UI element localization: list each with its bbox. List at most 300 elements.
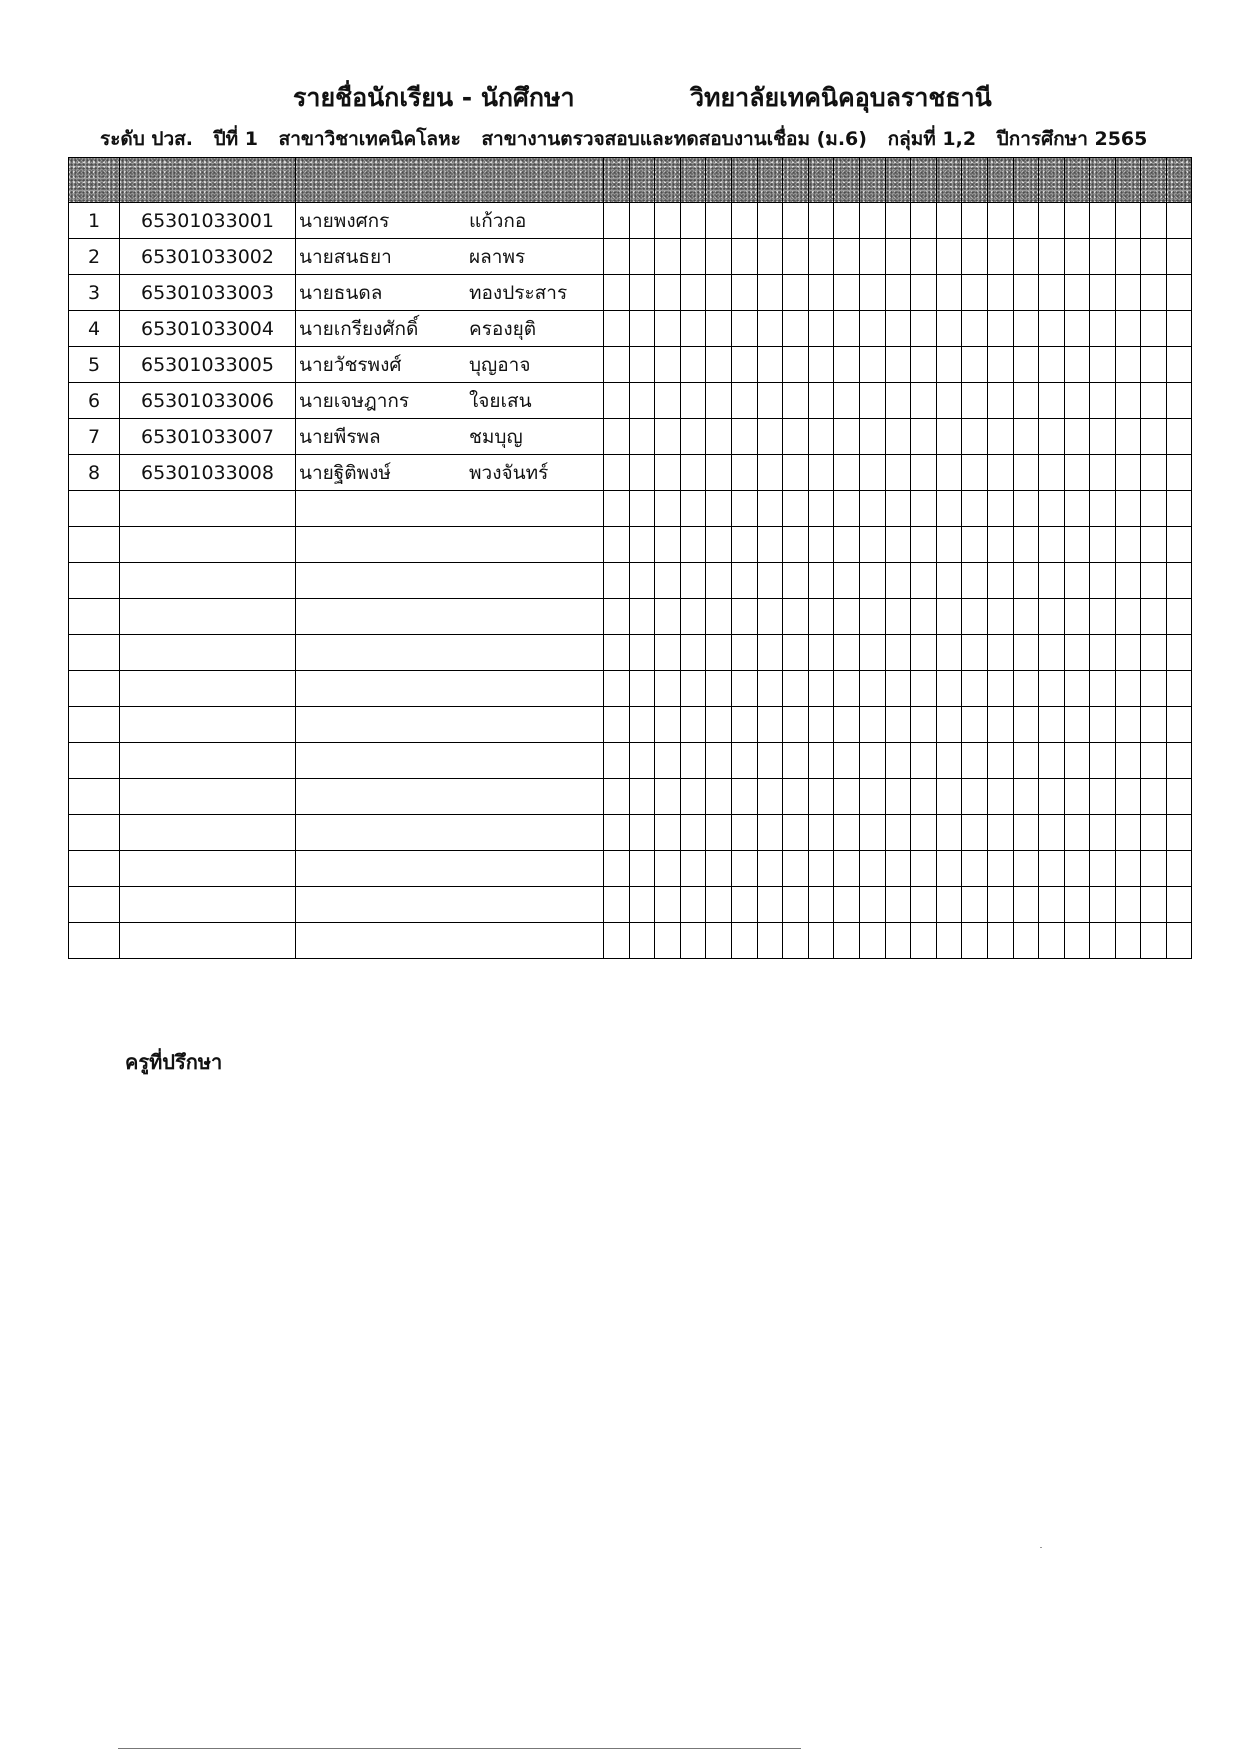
- attendance-cell: [911, 527, 937, 563]
- attendance-cell: [706, 347, 732, 383]
- attendance-cell: [1013, 707, 1039, 743]
- attendance-cell: [936, 347, 962, 383]
- attendance-cell: [885, 383, 911, 419]
- attendance-cell: [604, 815, 630, 851]
- attendance-cell: [987, 383, 1013, 419]
- attendance-cell: [1064, 311, 1090, 347]
- row-number: 6: [69, 383, 120, 419]
- attendance-cell: [834, 419, 860, 455]
- attendance-cell: [629, 347, 655, 383]
- header-cell: [783, 158, 809, 203]
- row-number: [69, 743, 120, 779]
- attendance-cell: [1090, 311, 1116, 347]
- attendance-cell: [783, 923, 809, 959]
- student-name: [296, 707, 604, 743]
- attendance-cell: [962, 203, 988, 239]
- attendance-cell: [1115, 671, 1141, 707]
- attendance-cell: [859, 527, 885, 563]
- header-cell: [1167, 158, 1192, 203]
- attendance-cell: [629, 203, 655, 239]
- attendance-cell: [1039, 419, 1065, 455]
- table-row: [69, 527, 1192, 563]
- student-name: [296, 419, 604, 455]
- attendance-cell: [859, 347, 885, 383]
- attendance-cell: [936, 203, 962, 239]
- header-cell: [655, 158, 681, 203]
- attendance-cell: [1064, 275, 1090, 311]
- attendance-cell: [987, 491, 1013, 527]
- attendance-cell: [936, 563, 962, 599]
- attendance-cell: [885, 923, 911, 959]
- header-cell: [120, 158, 296, 203]
- attendance-cell: [962, 383, 988, 419]
- attendance-cell: [962, 815, 988, 851]
- row-number: 4: [69, 311, 120, 347]
- attendance-cell: [1141, 779, 1167, 815]
- attendance-cell: [859, 707, 885, 743]
- attendance-cell: [1167, 275, 1192, 311]
- attendance-cell: [1141, 707, 1167, 743]
- attendance-cell: [757, 311, 783, 347]
- header-cell: [706, 158, 732, 203]
- attendance-cell: [936, 275, 962, 311]
- attendance-cell: [962, 311, 988, 347]
- row-number: [69, 815, 120, 851]
- attendance-cell: [1090, 563, 1116, 599]
- student-id: [120, 887, 296, 923]
- attendance-cell: [655, 527, 681, 563]
- level-label: ระดับ ปวส.: [100, 128, 193, 150]
- attendance-cell: [911, 599, 937, 635]
- attendance-cell: [962, 923, 988, 959]
- attendance-cell: [629, 491, 655, 527]
- table-row: [69, 491, 1192, 527]
- student-id: 65301033007: [120, 419, 296, 455]
- attendance-cell: [1039, 383, 1065, 419]
- attendance-cell: [987, 707, 1013, 743]
- attendance-cell: [680, 707, 706, 743]
- student-name: [296, 527, 604, 563]
- attendance-cell: [783, 851, 809, 887]
- student-name: [296, 779, 604, 815]
- attendance-cell: [757, 275, 783, 311]
- attendance-cell: [604, 923, 630, 959]
- attendance-cell: [808, 239, 834, 275]
- attendance-cell: [834, 635, 860, 671]
- attendance-cell: [783, 707, 809, 743]
- attendance-cell: [1090, 671, 1116, 707]
- attendance-cell: [1064, 779, 1090, 815]
- header-cell: [1013, 158, 1039, 203]
- attendance-cell: [885, 815, 911, 851]
- attendance-cell: [885, 635, 911, 671]
- student-id: [120, 815, 296, 851]
- attendance-cell: [680, 275, 706, 311]
- attendance-cell: [680, 815, 706, 851]
- attendance-cell: [1064, 815, 1090, 851]
- attendance-cell: [1141, 383, 1167, 419]
- attendance-cell: [885, 707, 911, 743]
- header-cell: [1141, 158, 1167, 203]
- attendance-cell: [808, 203, 834, 239]
- attendance-cell: [1141, 635, 1167, 671]
- attendance-cell: [834, 383, 860, 419]
- header-cell: [629, 158, 655, 203]
- table-row: [69, 815, 1192, 851]
- attendance-cell: [1013, 779, 1039, 815]
- last-name: ผลาพร: [469, 245, 526, 268]
- row-number: [69, 563, 120, 599]
- attendance-cell: [1039, 707, 1065, 743]
- attendance-cell: [962, 635, 988, 671]
- attendance-cell: [936, 311, 962, 347]
- attendance-cell: [629, 779, 655, 815]
- attendance-cell: [1141, 563, 1167, 599]
- attendance-cell: [731, 383, 757, 419]
- table-row: [69, 419, 1192, 455]
- table-row: [69, 635, 1192, 671]
- attendance-cell: [680, 923, 706, 959]
- attendance-cell: [731, 203, 757, 239]
- attendance-cell: [885, 419, 911, 455]
- attendance-cell: [936, 599, 962, 635]
- student-id: 65301033003: [120, 275, 296, 311]
- attendance-cell: [757, 563, 783, 599]
- attendance-cell: [706, 419, 732, 455]
- attendance-cell: [808, 527, 834, 563]
- attendance-cell: [987, 275, 1013, 311]
- attendance-cell: [1090, 599, 1116, 635]
- attendance-cell: [1090, 455, 1116, 491]
- attendance-cell: [962, 275, 988, 311]
- attendance-cell: [629, 239, 655, 275]
- header-cell: [885, 158, 911, 203]
- attendance-cell: [783, 563, 809, 599]
- student-name: [296, 491, 604, 527]
- header-cell: [808, 158, 834, 203]
- attendance-cell: [859, 311, 885, 347]
- attendance-cell: [1064, 707, 1090, 743]
- student-name: [296, 311, 604, 347]
- attendance-cell: [1090, 491, 1116, 527]
- attendance-cell: [680, 851, 706, 887]
- attendance-cell: [680, 419, 706, 455]
- student-name: [296, 599, 604, 635]
- attendance-cell: [680, 779, 706, 815]
- attendance-cell: [808, 599, 834, 635]
- header-cell: [757, 158, 783, 203]
- attendance-cell: [1039, 347, 1065, 383]
- attendance-cell: [1167, 239, 1192, 275]
- attendance-cell: [655, 455, 681, 491]
- attendance-cell: [604, 743, 630, 779]
- attendance-cell: [757, 779, 783, 815]
- attendance-cell: [655, 491, 681, 527]
- header-cell: [1090, 158, 1116, 203]
- attendance-cell: [808, 671, 834, 707]
- attendance-cell: [808, 383, 834, 419]
- attendance-cell: [655, 923, 681, 959]
- attendance-cell: [834, 347, 860, 383]
- student-id: 65301033005: [120, 347, 296, 383]
- attendance-cell: [680, 563, 706, 599]
- attendance-cell: [629, 815, 655, 851]
- header-cell: [911, 158, 937, 203]
- first-name: นายธนดล: [299, 281, 383, 304]
- attendance-cell: [885, 563, 911, 599]
- student-name: [296, 815, 604, 851]
- attendance-cell: [1115, 851, 1141, 887]
- attendance-cell: [1090, 779, 1116, 815]
- attendance-cell: [655, 383, 681, 419]
- attendance-cell: [1115, 707, 1141, 743]
- attendance-cell: [885, 779, 911, 815]
- attendance-cell: [1013, 203, 1039, 239]
- table-row: [69, 275, 1192, 311]
- attendance-cell: [962, 671, 988, 707]
- attendance-cell: [757, 383, 783, 419]
- attendance-cell: [834, 311, 860, 347]
- attendance-cell: [783, 203, 809, 239]
- attendance-cell: [936, 671, 962, 707]
- attendance-cell: [936, 491, 962, 527]
- attendance-cell: [962, 419, 988, 455]
- attendance-cell: [1167, 815, 1192, 851]
- attendance-cell: [731, 743, 757, 779]
- attendance-cell: [731, 923, 757, 959]
- attendance-cell: [604, 563, 630, 599]
- student-id: [120, 779, 296, 815]
- student-id: [120, 635, 296, 671]
- attendance-cell: [1039, 815, 1065, 851]
- row-number: 7: [69, 419, 120, 455]
- attendance-cell: [604, 311, 630, 347]
- header-cell: [1039, 158, 1065, 203]
- college-name: วิทยาลัยเทคนิคอุบลราชธานี: [690, 83, 992, 112]
- attendance-cell: [1090, 815, 1116, 851]
- attendance-cell: [885, 455, 911, 491]
- attendance-cell: [629, 923, 655, 959]
- attendance-cell: [859, 743, 885, 779]
- attendance-cell: [1064, 923, 1090, 959]
- attendance-cell: [1064, 743, 1090, 779]
- attendance-cell: [629, 635, 655, 671]
- attendance-cell: [783, 815, 809, 851]
- attendance-cell: [987, 203, 1013, 239]
- first-name: นายเจษฎากร: [299, 389, 410, 412]
- attendance-cell: [962, 455, 988, 491]
- table-row: [69, 743, 1192, 779]
- attendance-cell: [962, 707, 988, 743]
- attendance-cell: [783, 527, 809, 563]
- attendance-cell: [655, 275, 681, 311]
- attendance-cell: [808, 707, 834, 743]
- row-number: 3: [69, 275, 120, 311]
- attendance-cell: [911, 707, 937, 743]
- attendance-cell: [680, 383, 706, 419]
- attendance-cell: [604, 347, 630, 383]
- attendance-cell: [911, 887, 937, 923]
- attendance-cell: [859, 887, 885, 923]
- attendance-cell: [1064, 419, 1090, 455]
- attendance-cell: [1115, 527, 1141, 563]
- attendance-cell: [783, 275, 809, 311]
- attendance-cell: [1090, 923, 1116, 959]
- attendance-cell: [629, 311, 655, 347]
- attendance-cell: [885, 527, 911, 563]
- attendance-cell: [731, 491, 757, 527]
- attendance-cell: [1141, 887, 1167, 923]
- attendance-cell: [1141, 203, 1167, 239]
- attendance-cell: [655, 743, 681, 779]
- student-name: [296, 383, 604, 419]
- attendance-cell: [1115, 887, 1141, 923]
- student-name: [296, 239, 604, 275]
- attendance-cell: [1064, 671, 1090, 707]
- attendance-cell: [706, 815, 732, 851]
- header-cell: [1064, 158, 1090, 203]
- first-name: นายฐิติพงษ์: [299, 461, 391, 484]
- attendance-cell: [706, 275, 732, 311]
- attendance-cell: [680, 527, 706, 563]
- attendance-cell: [808, 311, 834, 347]
- attendance-cell: [757, 671, 783, 707]
- attendance-cell: [1167, 455, 1192, 491]
- attendance-cell: [1039, 923, 1065, 959]
- attendance-cell: [962, 491, 988, 527]
- attendance-cell: [1039, 887, 1065, 923]
- last-name: ชมบุญ: [469, 425, 523, 448]
- attendance-cell: [629, 887, 655, 923]
- attendance-cell: [834, 887, 860, 923]
- attendance-cell: [706, 851, 732, 887]
- attendance-cell: [1141, 239, 1167, 275]
- attendance-cell: [1141, 311, 1167, 347]
- attendance-cell: [1013, 239, 1039, 275]
- attendance-cell: [1167, 671, 1192, 707]
- attendance-cell: [885, 491, 911, 527]
- attendance-cell: [604, 491, 630, 527]
- attendance-cell: [808, 635, 834, 671]
- attendance-cell: [1090, 275, 1116, 311]
- attendance-cell: [1115, 743, 1141, 779]
- attendance-cell: [859, 491, 885, 527]
- attendance-cell: [1090, 527, 1116, 563]
- attendance-cell: [680, 635, 706, 671]
- attendance-cell: [757, 491, 783, 527]
- attendance-cell: [629, 419, 655, 455]
- attendance-cell: [911, 347, 937, 383]
- attendance-cell: [757, 707, 783, 743]
- attendance-cell: [936, 887, 962, 923]
- header-cell: [859, 158, 885, 203]
- attendance-cell: [1039, 671, 1065, 707]
- attendance-cell: [936, 815, 962, 851]
- attendance-cell: [962, 347, 988, 383]
- attendance-cell: [1167, 635, 1192, 671]
- attendance-cell: [1115, 563, 1141, 599]
- attendance-cell: [629, 599, 655, 635]
- last-name: แก้วกอ: [469, 209, 527, 232]
- attendance-cell: [1167, 419, 1192, 455]
- attendance-cell: [808, 275, 834, 311]
- attendance-cell: [680, 239, 706, 275]
- header-row: [69, 158, 1192, 203]
- attendance-cell: [1013, 527, 1039, 563]
- attendance-cell: [1141, 419, 1167, 455]
- row-number: [69, 671, 120, 707]
- attendance-cell: [1013, 815, 1039, 851]
- attendance-cell: [987, 923, 1013, 959]
- attendance-cell: [706, 923, 732, 959]
- attendance-cell: [987, 239, 1013, 275]
- student-id: 65301033002: [120, 239, 296, 275]
- attendance-cell: [987, 851, 1013, 887]
- attendance-cell: [911, 311, 937, 347]
- attendance-cell: [808, 851, 834, 887]
- attendance-cell: [731, 527, 757, 563]
- student-id: [120, 851, 296, 887]
- attendance-cell: [987, 311, 1013, 347]
- attendance-cell: [885, 203, 911, 239]
- attendance-cell: [859, 779, 885, 815]
- attendance-cell: [1141, 347, 1167, 383]
- attendance-cell: [1090, 347, 1116, 383]
- attendance-cell: [604, 383, 630, 419]
- attendance-cell: [936, 239, 962, 275]
- attendance-cell: [911, 203, 937, 239]
- attendance-cell: [1115, 347, 1141, 383]
- attendance-cell: [1013, 599, 1039, 635]
- row-number: [69, 923, 120, 959]
- attendance-cell: [783, 671, 809, 707]
- attendance-cell: [936, 419, 962, 455]
- student-id: [120, 563, 296, 599]
- attendance-cell: [834, 203, 860, 239]
- attendance-cell: [911, 563, 937, 599]
- attendance-cell: [885, 275, 911, 311]
- attendance-cell: [706, 779, 732, 815]
- attendance-cell: [962, 779, 988, 815]
- student-name: [296, 275, 604, 311]
- attendance-cell: [1090, 239, 1116, 275]
- attendance-cell: [834, 923, 860, 959]
- attendance-cell: [911, 635, 937, 671]
- student-name: [296, 851, 604, 887]
- attendance-cell: [757, 743, 783, 779]
- attendance-cell: [834, 743, 860, 779]
- attendance-cell: [859, 419, 885, 455]
- attendance-cell: [911, 455, 937, 491]
- attendance-cell: [936, 527, 962, 563]
- attendance-cell: [911, 383, 937, 419]
- attendance-cell: [885, 239, 911, 275]
- header-cell: [936, 158, 962, 203]
- attendance-cell: [1039, 239, 1065, 275]
- student-name: [296, 923, 604, 959]
- first-name: นายวัชรพงศ์: [299, 353, 402, 376]
- attendance-cell: [706, 707, 732, 743]
- table-row: [69, 599, 1192, 635]
- attendance-cell: [757, 923, 783, 959]
- attendance-cell: [1090, 383, 1116, 419]
- first-name: นายสนธยา: [299, 245, 392, 268]
- attendance-cell: [859, 671, 885, 707]
- attendance-cell: [1115, 923, 1141, 959]
- student-id: 65301033008: [120, 455, 296, 491]
- attendance-cell: [808, 923, 834, 959]
- attendance-cell: [680, 455, 706, 491]
